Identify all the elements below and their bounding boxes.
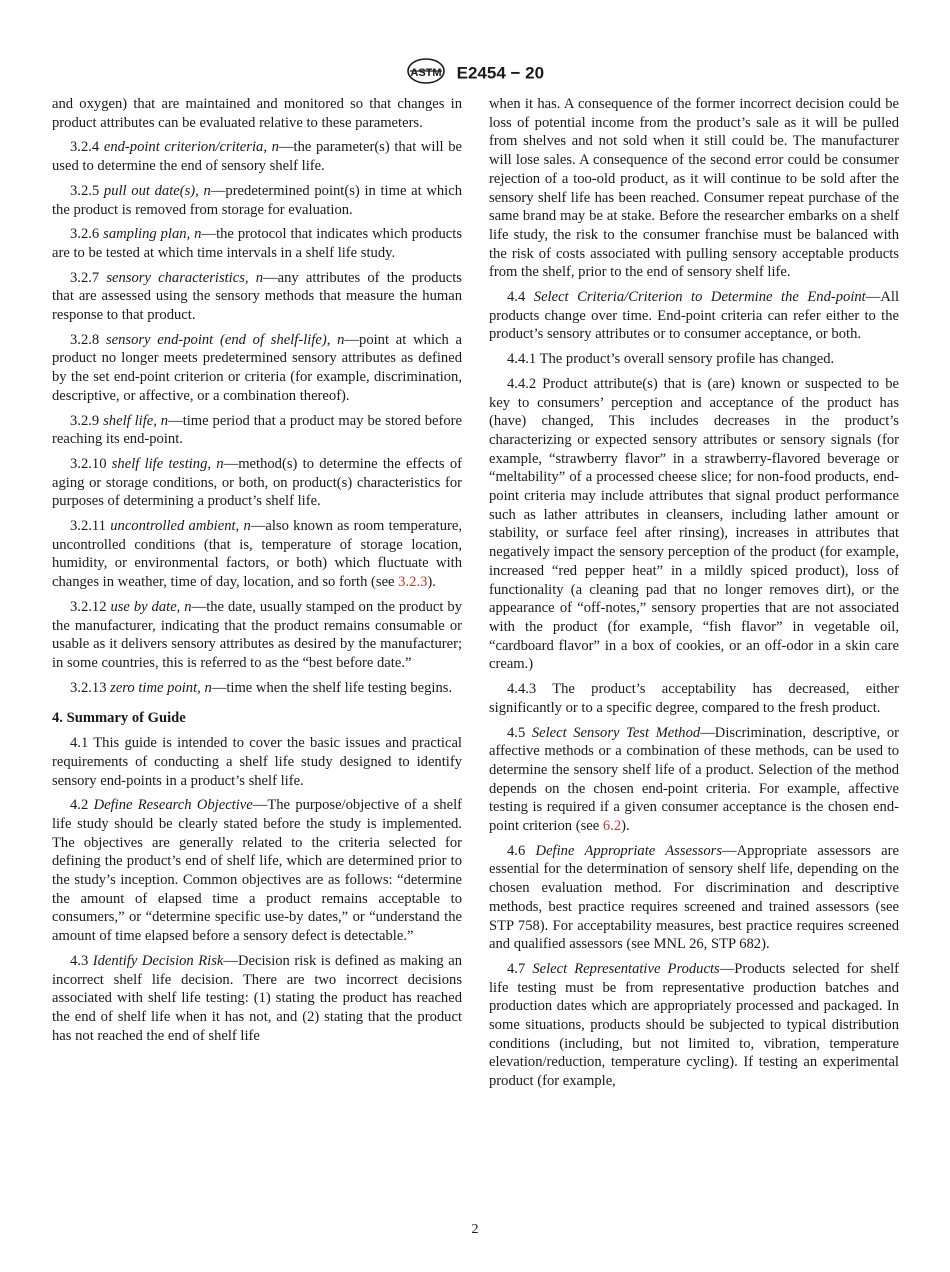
clause-4-6: 4.6 Define Appropriate Assessors—Appropriate assessors are essential for the determination of sensory shelf life, depending on the chosen evaluation method. For discrimination and descriptive methods, best practice requires screened and trained assessors (see STP 758). For acceptability measures, best practice requires screened and qualified assessors (see MNL 26, STP 682).: [489, 842, 899, 953]
clause-4-7: 4.7 Select Representative Products—Products selected for shelf life testing must be from representative production batches and production dates which are appropriately processed and packaged. In some situations, products should be subjected to typical distribution conditions (including, but not limited to, vibration, temperature elevation/reduction, temperature cycling). If testing an experimental product (for example,: [489, 960, 899, 1090]
clause-4-5: 4.5 Select Sensory Test Method—Discrimination, descriptive, or affective methods or a combination of these methods, can be used to determine the sensory shelf life of a product. Selection of the method depends on the chosen end-point criteria. For example, affective testing is required if a given consumer acceptance is the chosen end-point criterion (see 6.2).: [489, 724, 899, 835]
right-column: [489, 95, 899, 1091]
clause-4-1: 4.1 This guide is intended to cover the basic issues and practical requirements of conducting a shelf life study designed to identify sensory end-points in a product’s shelf life.: [52, 735, 462, 789]
clause-4-3-continued: when it has. A consequence of the former incorrect decision could be loss of potential income from the product’s sale as it will be pulled from shelves and not sold when it still could be. The manufacturer will lose sales. A consequence of the second error could be consumer rejection of a too-old product, as it will continue to be sold after the sensory shelf life has been reached. Consumer repeat purchase of the same brand may be at stake. Before the researcher embarks on a shelf life study, the risk to the consumer franchise must be balanced with the risk of costs associated with pulling sensory acceptable products from the shelf, prior to the end of sensory shelf life.: [489, 96, 899, 281]
clause-4-2: 4.2 Define Research Objective—The purpose/objective of a shelf life study should be clearly stated before the study is implemented. The objectives are generally related to the criteria selected for defining the product’s end of shelf life, which are determined prior to the study’s inception. Common objectives are as follows: “determine the amount of elapsed time a product remains acceptable to consumers,” or “determine specific use-by dates,” or “understand the amount of time elapsed before a sensory defect is detectable.”: [52, 797, 462, 945]
clause-4-4-2: 4.4.2 Product attribute(s) that is (are) known or suspected to be key to consumers’ perception and acceptance of the product has (have) changed, This includes decreases in the product’s characterizing or expected sensory attributes or sensory signals (for example, “strawberry flavor” in a strawberry-flavored beverage or “meltability” of a processed cheese slice; for non-food products, end-point criteria may include attributes that signal product performance such as lather attributes in cleansers, including lather amount or stability, or surface feel after rinsing), increases in attributes that negatively impact the sensory perception of the product (for example, increased “red pepper heat” in a mildly spiced product), loss of functionality (a cleaning pad that no longer removes dirt), or the appearance of “off-notes,” sensory properties that are not associated with the product (for example, “fish flavor” in vegetable oil, “cardboard flavor” in a box of cookies, or an off-odor in a skin care cream.): [489, 375, 899, 673]
document-designation: E2454 − 20: [456, 63, 545, 83]
definition-3-2-6: 3.2.6 sampling plan, n—the protocol that indicates which products are to be tested at which time intervals in a shelf life study.: [52, 226, 463, 261]
clause-4-4: 4.4 Select Criteria/Criterion to Determine the End-point—All products change over time. End-point criteria can refer either to the product’s sensory attributes or to consumer acceptance, or both.: [489, 289, 899, 343]
clause-4-3: 4.3 Identify Decision Risk—Decision risk is defined as making an incorrect shelf life decision. There are two incorrect decisions associated with shelf life testing: (1) stating the product has reached the end of shelf life when it has not, and (2) stating that the product has not reached the end of shelf life: [52, 952, 463, 1044]
definition-3-2-8: 3.2.8 sensory end-point (end of shelf-life), n—point at which a product no longer meets predetermined sensory attributes as defined by the set end-point criterion or criteria (for example, discrimination, descriptive, or affective, or a combination thereof).: [52, 331, 462, 404]
page-number: 2: [471, 1222, 479, 1237]
definition-3-2-10: 3.2.10 shelf life testing, n—method(s) to determine the effects of aging or storage conditions, or both, on product(s) characteristics for purposes of determining a product’s shelf life.: [52, 455, 462, 510]
page-header: [0, 58, 950, 89]
definition-3-2-4: 3.2.4 end-point criterion/criteria, n—the parameter(s) that will be used to determine the end of sensory shelf life.: [52, 139, 463, 175]
svg-text:ASTM: ASTM: [410, 67, 442, 79]
paragraph: and oxygen) that are maintained and monitored so that changes in product attributes can be evaluated relative to these parameters.: [52, 96, 462, 131]
definition-3-2-11: 3.2.11 uncontrolled ambient, n—also known as room temperature, uncontrolled conditions (that is, temperature of storage location, humidity, or environmental factors, or both) which fluctuate with changes in weather, time of day, location, and so forth (see 3.2.3).: [52, 518, 462, 591]
definition-3-2-7: 3.2.7 sensory characteristics, n—any attributes of the products that are assessed using the sensory methods that measure the human response to that product.: [52, 269, 462, 324]
cross-reference-link[interactable]: 6.2: [602, 818, 622, 835]
definition-3-2-13: 3.2.13 zero time point, n—time when the shelf life testing begins.: [70, 679, 453, 696]
definition-3-2-5: 3.2.5 pull out date(s), n—predetermined point(s) in time at which the product is removed from storage for evaluation.: [52, 182, 463, 218]
section-heading: 4. Summary of Guide: [52, 710, 186, 727]
astm-logo-icon: [406, 58, 446, 89]
clause-4-4-1: 4.4.1 The product’s overall sensory profile has changed.: [507, 351, 835, 368]
cross-reference-link[interactable]: 3.2.3: [398, 574, 428, 591]
definition-3-2-9: 3.2.9 shelf life, n—time period that a product may be stored before reaching its end-point.: [52, 412, 462, 448]
left-column: [52, 95, 462, 1045]
definition-3-2-12: 3.2.12 use by date, n—the date, usually stamped on the product by the manufacturer, indicating that the product remains consumable or usable as it delivers sensory attributes as desired by the manufacturer; in some countries, this is referred to as the “best before date.”: [52, 598, 462, 671]
clause-4-4-3: 4.4.3 The product’s acceptability has decreased, either significantly or to a specific degree, compared to the fresh product.: [489, 681, 899, 716]
